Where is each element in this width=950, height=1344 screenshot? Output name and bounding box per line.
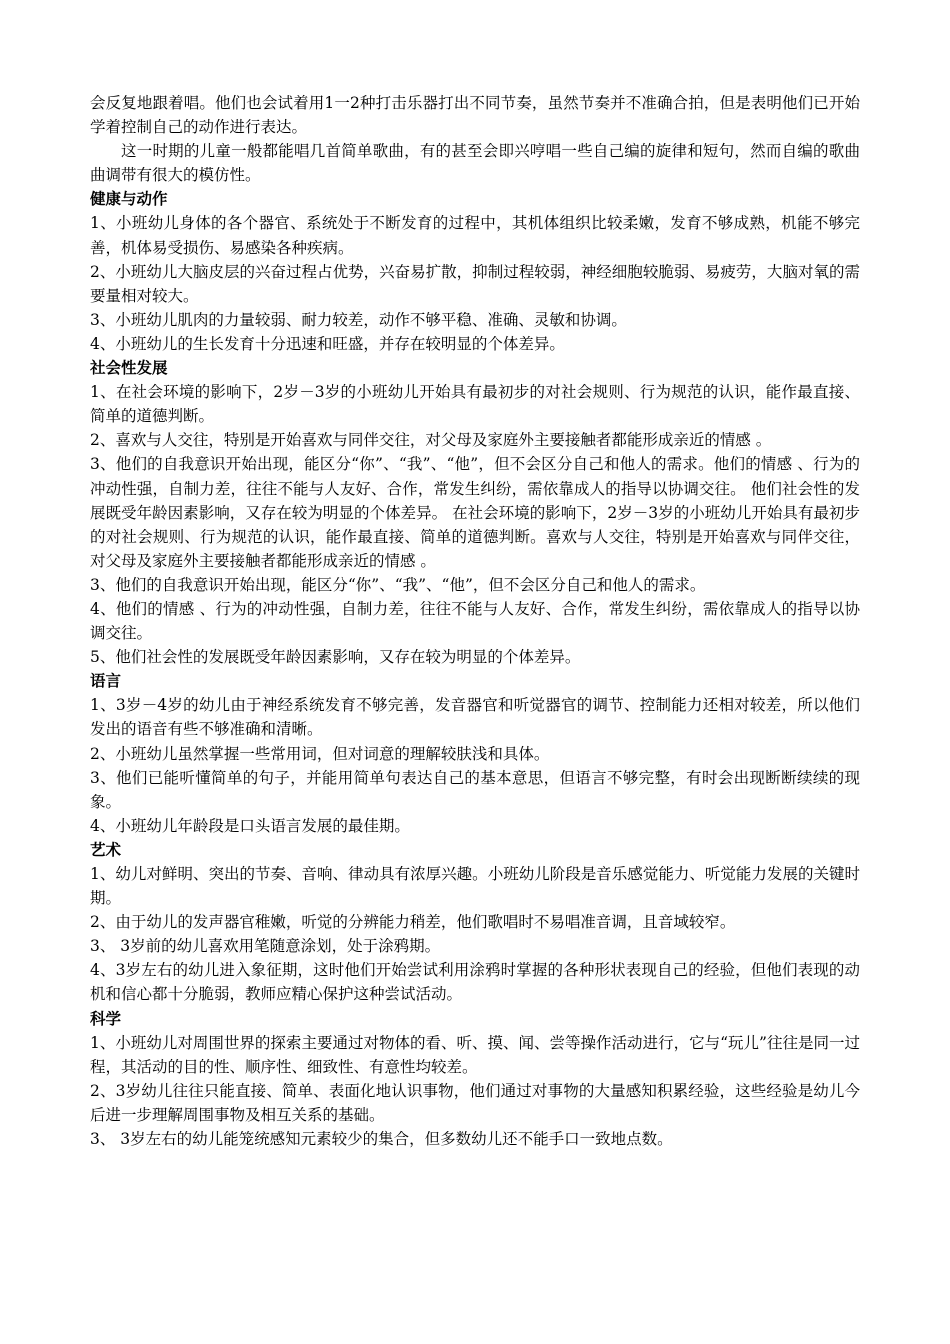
section-paragraph: 3、他们已能听懂简单的句子，并能用简单句表达自己的基本意思，但语言不够完整，有时会出现断断续续的现象。 bbox=[90, 768, 860, 811]
section-paragraph: 3、他们的自我意识开始出现，能区分“你”、“我”、“他”，但不会区分自己和他人的需求。 bbox=[90, 575, 706, 594]
section-paragraph: 3、他们的自我意识开始出现，能区分“你”、“我”、“他”，但不会区分自己和他人的需求。他们的情感 、行为的冲动性强，自制力差，往往不能与人友好、合作，常发生纠纷，需依靠成人的指导以协调交往。 他们社会性的发展既受年龄因素影响，又存在较为明显的个体差异。 在社会环境的影响下，2岁－3岁的小班幼儿开始具有最初步的对社会规则、行为规范的认识，能作最直接、简单的道德判断。喜欢与人交往，特别是开始喜欢与同伴交往，对父母及家庭外主要接触者都能形成亲近的情感 。 bbox=[90, 455, 860, 570]
section-health-movement bbox=[90, 187, 860, 356]
section-paragraph: 3、 3岁左右的幼儿能笼统感知元素较少的集合，但多数幼儿还不能手口一致地点数。 bbox=[90, 1130, 673, 1149]
intro-paragraph: 这一时期的儿童一般都能唱几首简单歌曲，有的甚至会即兴哼唱一些自己编的旋律和短句，然而自编的歌曲曲调带有很大的模仿性。 bbox=[90, 142, 860, 185]
section-heading: 科学 bbox=[90, 1009, 122, 1028]
section-paragraph: 3、小班幼儿肌肉的力量较弱、耐力较差，动作不够平稳、准确、灵敏和协调。 bbox=[90, 310, 627, 329]
section-heading: 社会性发展 bbox=[90, 359, 168, 378]
section-language bbox=[90, 669, 860, 838]
section-paragraph: 2、喜欢与人交往，特别是开始喜欢与同伴交往，对父母及家庭外主要接触者都能形成亲近的情感 。 bbox=[90, 431, 772, 450]
section-heading: 艺术 bbox=[90, 840, 122, 859]
section-paragraph: 2、小班幼儿大脑皮层的兴奋过程占优势，兴奋易扩散，抑制过程较弱，神经细胞较脆弱、易疲劳，大脑对氧的需要量相对较大。 bbox=[90, 262, 860, 305]
section-paragraph: 1、幼儿对鲜明、突出的节奏、音响、律动具有浓厚兴趣。小班幼儿阶段是音乐感觉能力、听觉能力发展的关键时期。 bbox=[90, 865, 860, 908]
intro-paragraph: 会反复地跟着唱。他们也会试着用1一2种打击乐器打出不同节奏，虽然节奏并不准确合拍，但是表明他们已开始学着控制自己的动作进行表达。 bbox=[90, 94, 860, 137]
document-body bbox=[90, 91, 860, 1151]
section-paragraph: 2、由于幼儿的发声器官稚嫩，听觉的分辨能力稍差，他们歌唱时不易唱准音调，且音域较窄。 bbox=[90, 913, 736, 932]
section-paragraph: 1、小班幼儿身体的各个器官、系统处于不断发育的过程中，其机体组织比较柔嫩，发育不够成熟，机能不够完善，机体易受损伤、易感染各种疾病。 bbox=[90, 214, 860, 257]
section-social-development bbox=[90, 356, 860, 669]
section-paragraph: 4、小班幼儿的生长发育十分迅速和旺盛，并存在较明显的个体差异。 bbox=[90, 334, 565, 353]
section-art bbox=[90, 838, 860, 1007]
section-heading: 健康与动作 bbox=[90, 190, 168, 209]
section-paragraph: 4、小班幼儿年龄段是口头语言发展的最佳期。 bbox=[90, 816, 410, 835]
section-paragraph: 1、3岁－4岁的幼儿由于神经系统发育不够完善，发音器官和听觉器官的调节、控制能力还相对较差，所以他们发出的语音有些不够准确和清晰。 bbox=[90, 696, 860, 739]
section-paragraph: 1、小班幼儿对周围世界的探索主要通过对物体的看、听、摸、闻、尝等操作活动进行，它与“玩儿”往往是同一过程，其活动的目的性、顺序性、细致性、有意性均较差。 bbox=[90, 1033, 860, 1076]
section-paragraph: 4、3岁左右的幼儿进入象征期，这时他们开始尝试利用涂鸦时掌握的各种形状表现自己的经验，但他们表现的动机和信心都十分脆弱，教师应精心保护这种尝试活动。 bbox=[90, 961, 860, 1004]
section-paragraph: 5、他们社会性的发展既受年龄因素影响，又存在较为明显的个体差异。 bbox=[90, 648, 581, 667]
section-paragraph: 4、他们的情感 、行为的冲动性强，自制力差，往往不能与人友好、合作，常发生纠纷，需依靠成人的指导以协调交往。 bbox=[90, 599, 860, 643]
section-heading: 语言 bbox=[90, 672, 122, 691]
section-paragraph: 1、在社会环境的影响下，2岁－3岁的小班幼儿开始具有最初步的对社会规则、行为规范的认识，能作最直接、简单的道德判断。 bbox=[90, 383, 860, 426]
section-paragraph: 3、 3岁前的幼儿喜欢用笔随意涂划，处于涂鸦期。 bbox=[90, 937, 441, 956]
section-paragraph: 2、小班幼儿虽然掌握一些常用词，但对词意的理解较肤浅和具体。 bbox=[90, 744, 550, 763]
section-science bbox=[90, 1007, 860, 1152]
section-paragraph: 2、3岁幼儿往往只能直接、简单、表面化地认识事物，他们通过对事物的大量感知积累经验，这些经验是幼儿今后进一步理解周围事物及相互关系的基础。 bbox=[90, 1081, 860, 1124]
